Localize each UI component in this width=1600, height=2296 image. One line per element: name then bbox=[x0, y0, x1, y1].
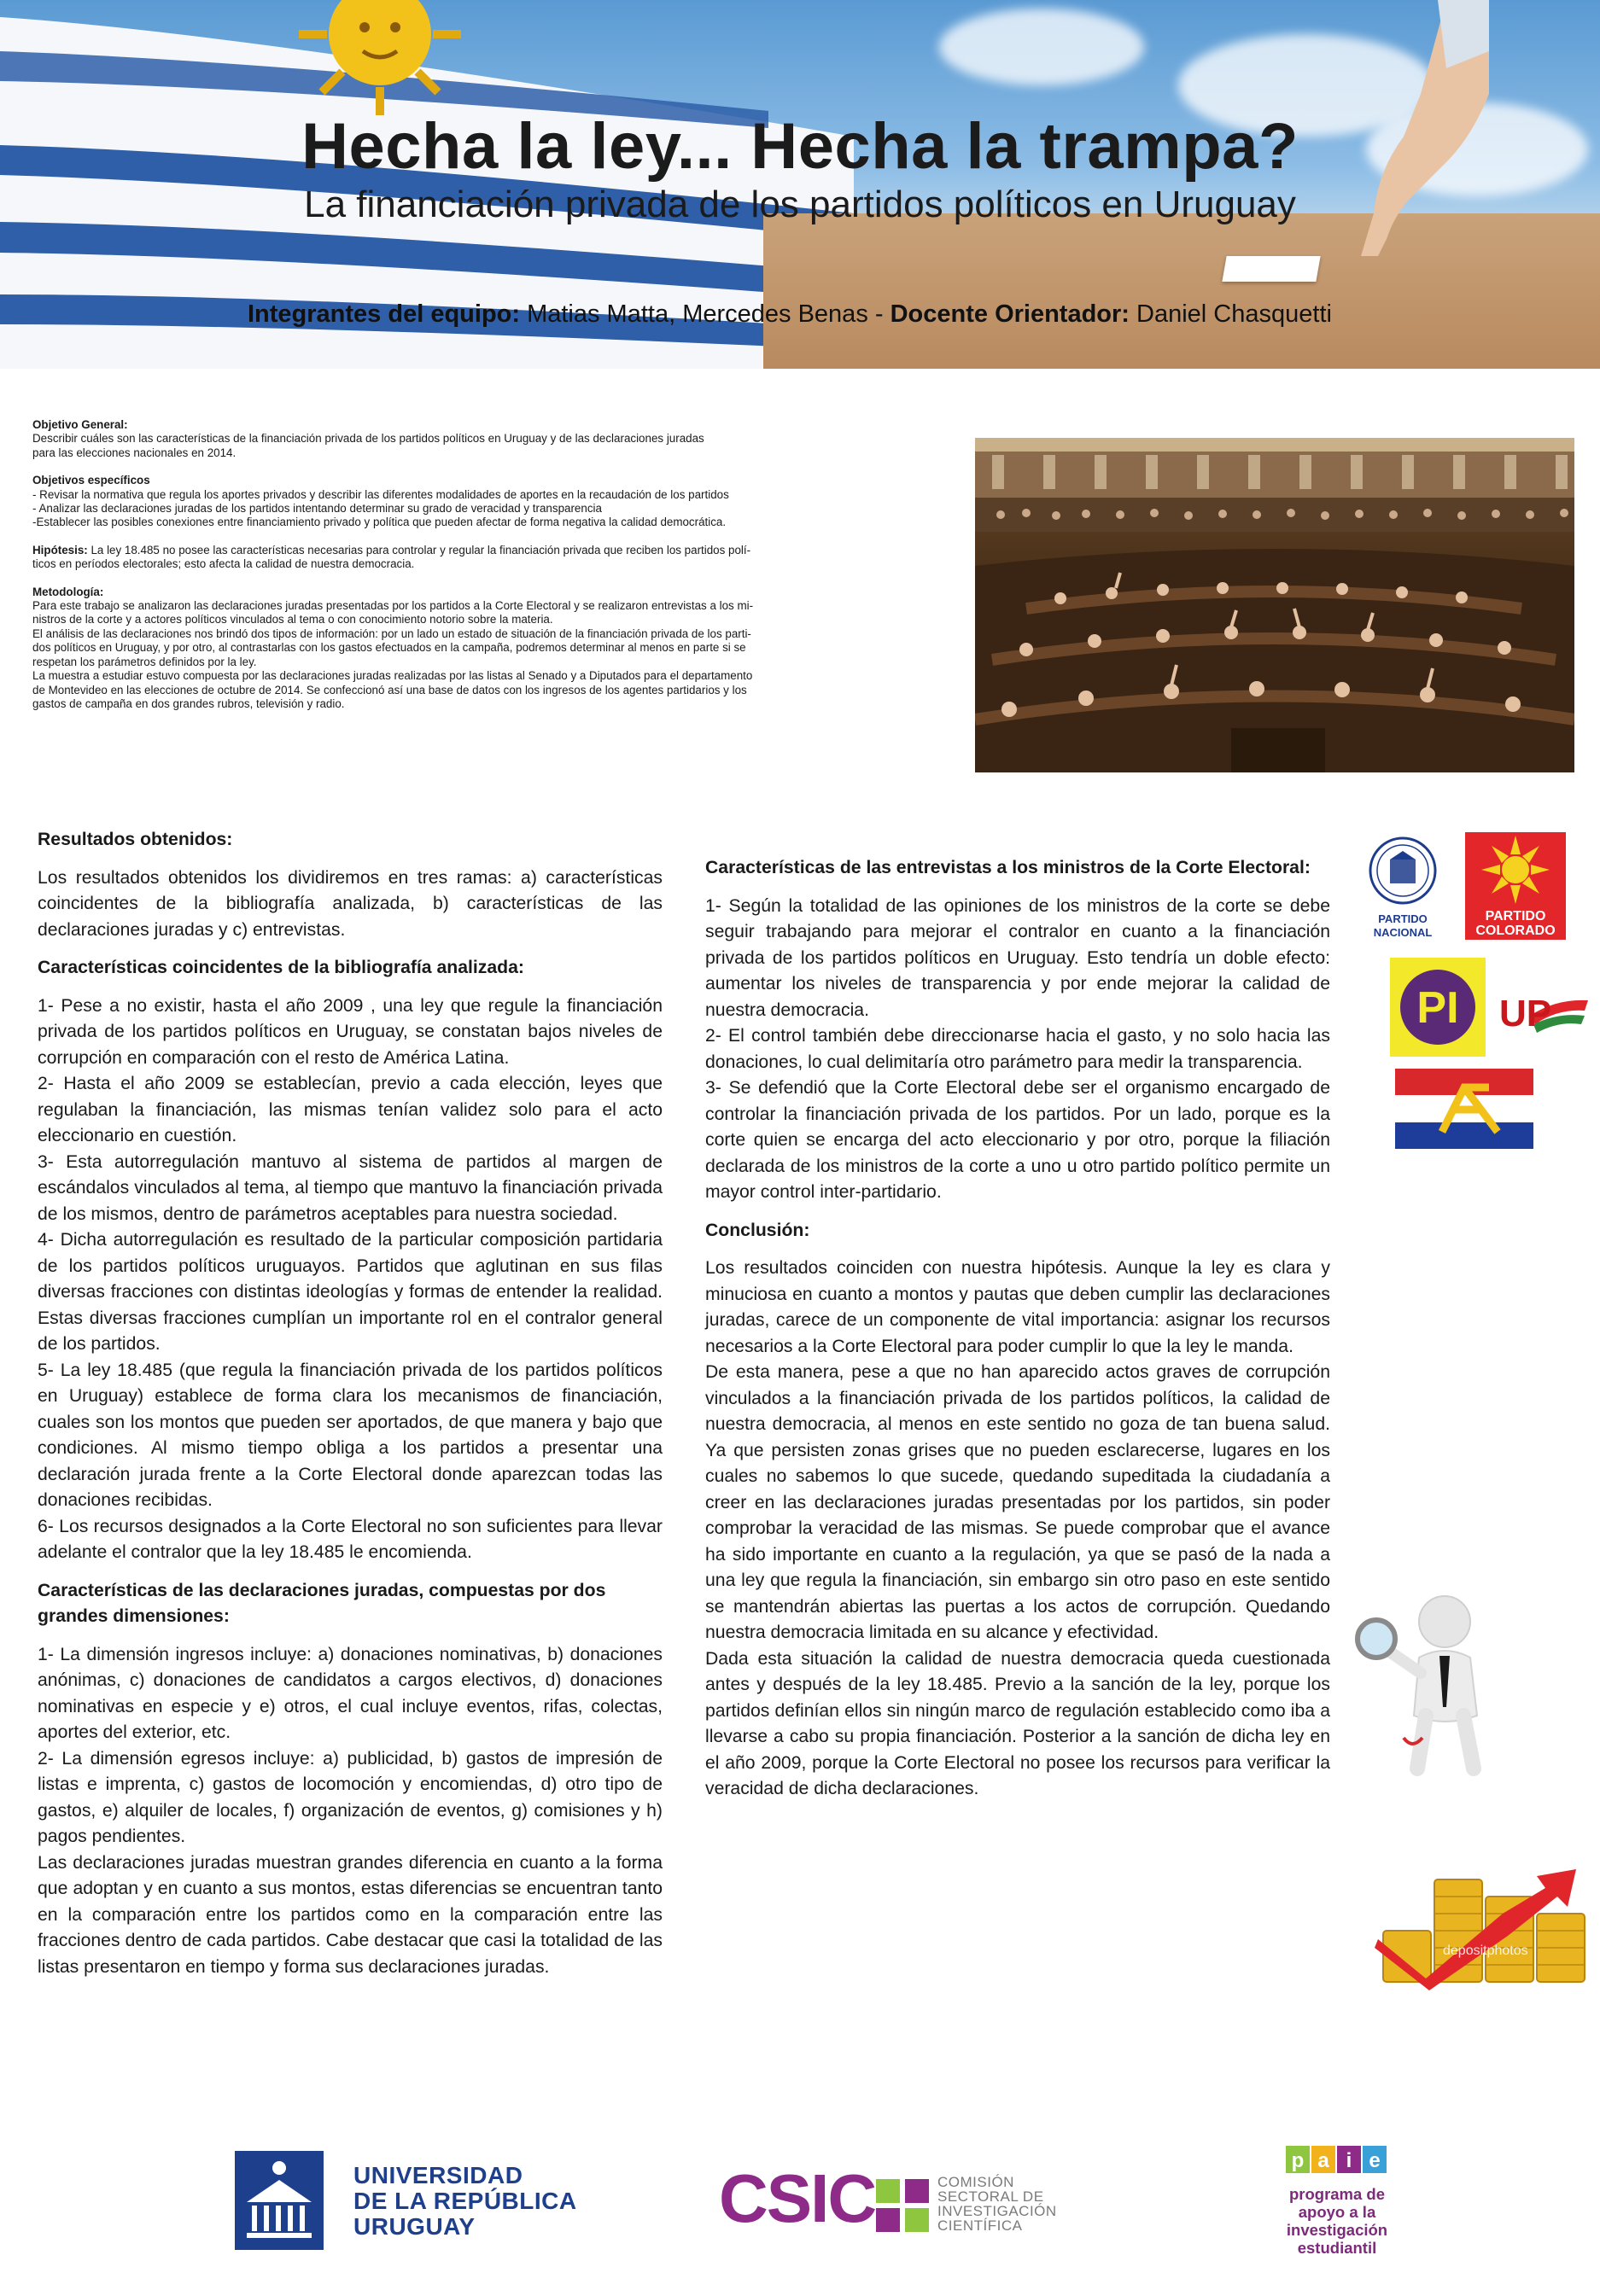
intro-line: dos políticos en Uruguay, y por otro, al contrastarlas con los gastos efectuados en la campaña, podremos determinar al menos en parte si se bbox=[32, 641, 746, 655]
hipotesis-line bbox=[32, 544, 955, 557]
entrevistas-heading: Características de las entrevistas a los ministros de la Corte Electoral: bbox=[705, 858, 1311, 877]
paragraph: Los resultados coinciden con nuestra hipótesis. Aunque la ley es clara y minuciosa en cuanto a montos y pautas que deben cumplir las declaraciones juradas, carece de un componente de vital importancia: asignar los recursos necesarios a la Corte Electoral para poder cumplir lo que la ley le manda. bbox=[705, 1258, 1330, 1356]
paie-letter: p bbox=[1291, 2149, 1305, 2172]
paragraph: Los resultados obtenidos los dividiremos en tres ramas: a) características coincidentes de la bibliografía analizada, b) características de las declaraciones juradas y c) entrevistas. bbox=[38, 867, 663, 940]
pi-text: PI bbox=[1416, 983, 1459, 1033]
paie-name bbox=[1262, 2185, 1412, 2257]
unidad-popular-logo bbox=[1496, 982, 1588, 1041]
objetivo-general-heading: Objetivo General: bbox=[32, 418, 128, 431]
intro-line: - Revisar la normativa que regula los aportes privados y describir las diferentes modalidades de aportes en la recaudación de los partidos bbox=[32, 487, 729, 501]
paie-letter: e bbox=[1369, 2149, 1381, 2172]
conclusion-column bbox=[705, 855, 1330, 1803]
pn-line2: NACIONAL bbox=[1373, 926, 1433, 939]
paie-line: programa de bbox=[1288, 2185, 1386, 2203]
poster-title: Hecha la ley... Hecha la trampa? bbox=[301, 110, 1299, 183]
team-line bbox=[248, 300, 1332, 329]
intro-line: para las elecciones nacionales en 2014. bbox=[32, 446, 236, 459]
team-label: Integrantes del equipo: bbox=[248, 300, 521, 328]
intro-line: La ley 18.485 no posee las características necesarias para controlar y regular la financiación privada que reciben los partidos polí- bbox=[87, 543, 751, 557]
frente-amplio-logo bbox=[1395, 1069, 1533, 1149]
advisor-name: Daniel Chasquetti bbox=[1129, 300, 1332, 328]
paie-line: investigación bbox=[1286, 2221, 1388, 2239]
header-banner bbox=[0, 0, 1600, 369]
intro-line: gastos de campaña en dos grandes rubros, televisión y radio. bbox=[32, 696, 345, 710]
pc-line2: COLORADO bbox=[1475, 924, 1556, 938]
coins-arrow-image bbox=[1375, 1854, 1590, 1994]
intro-line: Para este trabajo se analizaron las declaraciones juradas presentadas por los partidos a la Corte Electoral y se realizaron entrevistas a los mi- bbox=[32, 599, 754, 613]
paragraph: 3- Se defendió que la Corte Electoral debe ser el organismo encargado de controlar la financiación privada de los partidos. Por un lado, porque es la corte quien se encarga del acto eleccionario y por otro, porque la filiación declarada de los ministros de la corte a uno u otro partido político permite un mayor control inter-partidario. bbox=[705, 1078, 1330, 1202]
paie-logo-icon bbox=[1286, 2142, 1388, 2177]
intro-line: - Analizar las declaraciones juradas de los partidos intentando determinar su grado de veracidad y transparencia bbox=[32, 502, 602, 516]
metodologia-heading: Metodología: bbox=[32, 585, 104, 598]
paie-letter: a bbox=[1317, 2149, 1329, 2172]
team-members: Matias Matta, Mercedes Benas - bbox=[520, 300, 891, 328]
ballot-paper bbox=[1222, 256, 1320, 282]
resultados-heading: Resultados obtenidos: bbox=[38, 830, 233, 849]
advisor-label: Docente Orientador: bbox=[890, 300, 1130, 328]
intro-line: ticos en períodos electorales; esto afecta la calidad de nuestra democracia. bbox=[32, 557, 415, 571]
intro-line: de Montevideo en las elecciones de octubre de 2014. Se confeccionó así una base de datos con los ingresos de los agentes partidarios y los bbox=[32, 683, 747, 696]
partido-independiente-logo bbox=[1390, 958, 1486, 1057]
paie-line: estudiantil bbox=[1297, 2239, 1377, 2257]
csic-sub-line: CIENTÍFICA bbox=[937, 2217, 1023, 2234]
udelar-logo-icon bbox=[235, 2151, 324, 2250]
intro-line: respetan los parámetros definidos por la ley. bbox=[32, 655, 257, 668]
udelar-line: DE LA REPÚBLICA bbox=[353, 2188, 577, 2214]
intro-line: nistros de la corte y a actores políticos vinculados al tema o con conocimiento notorio sobre la materia. bbox=[32, 613, 553, 626]
intro-line: La muestra a estudiar estuvo compuesta por las declaraciones juradas realizadas por las listas al Senado y a Diputados para el departamento bbox=[32, 669, 753, 683]
csic-sub-line: SECTORAL DE bbox=[937, 2188, 1044, 2205]
paie-line: apoyo a la bbox=[1298, 2203, 1376, 2221]
paragraph: 6- Los recursos designados a la Corte Electoral no son suficientes para llevar adelante el contralor que la ley 18.485 le encomienda. bbox=[38, 1516, 663, 1562]
paragraph: Dada esta situación la calidad de nuestra democracia queda cuestionada antes y después de la ley 18.485. Previo a la sanción de la ley, porque los partidos definían ellos sin ningún marco de regulación establecido como iba a llevarse a cabo su propia financiación. Posterior a la sanción de dicha ley en el año 2009, porque la Corte Electoral no posee los recursos para verificar la veracidad de dicha declaraciones. bbox=[705, 1648, 1330, 1798]
conclusion-heading: Conclusión: bbox=[705, 1220, 810, 1240]
declaraciones-heading: Características de las declaraciones juradas, compuestas por dos grandes dimensiones: bbox=[38, 1580, 606, 1626]
paragraph: 2- Hasta el año 2009 se establecían, previo a cada elección, leyes que regulaban la financiación, las mismas tenían validez solo para el acto eleccionario en cuestión. bbox=[38, 1074, 663, 1145]
coincidentes-heading: Características coincidentes de la bibliografía analizada: bbox=[38, 958, 524, 977]
partido-colorado-logo bbox=[1465, 832, 1566, 940]
watermark-text: depositphotos bbox=[1443, 1943, 1528, 1958]
paragraph: 5- La ley 18.485 (que regula la financiación privada de los partidos políticos en Uruguay) establece de forma clara los mecanismos de financiación, cuales son los montos que pueden ser aportados, de que manera y bajo que condiciones. Al mismo tiempo obliga a los partidos a presentar una declaración jurada frente a la Corte Electoral donde aparezcan todas las donaciones recibidas. bbox=[38, 1360, 663, 1510]
up-text: UP bbox=[1499, 993, 1552, 1034]
paragraph: 1- Según la totalidad de las opiniones de los ministros de la corte se debe seguir trabajando para mejorar el contralor en cuanto a la financiación privada de los partidos políticos en Uruguay. Esto tendría un doble efecto: aumentar los niveles de transparencia y por ende mejorar la calidad de nuestra democracia. bbox=[705, 895, 1330, 1020]
intro-line: El análisis de las declaraciones nos brindó dos tipos de información: por un lado un estado de situación de la financiación privada de los parti- bbox=[32, 626, 751, 640]
csic-sub-line: INVESTIGACIÓN bbox=[937, 2203, 1057, 2219]
csic-sub-line: COMISIÓN bbox=[937, 2174, 1014, 2190]
csic-logo-icon bbox=[876, 2179, 929, 2232]
csic-subtitle bbox=[937, 2175, 1057, 2233]
partido-nacional-logo bbox=[1364, 832, 1441, 943]
hipotesis-heading: Hipótesis: bbox=[32, 543, 88, 557]
udelar-line: UNIVERSIDAD bbox=[353, 2162, 523, 2188]
magnifier-figure-image bbox=[1344, 1588, 1506, 1784]
paragraph: 2- El control también debe direccionarse hacia el gasto, y no solo hacia las donaciones, lo cual delimitaría otro parámetro para medir la transparencia. bbox=[705, 1026, 1330, 1072]
paragraph: 1- La dimensión ingresos incluye: a) donaciones nominativas, b) donaciones anónimas, c) donaciones de candidatos a cargos electivos, d) donaciones nominativas en especie y e) otros, el cual incluye eventos, rifas, colectas, aportes del exterior, etc. bbox=[38, 1644, 663, 1742]
intro-line: Describir cuáles son las características de la financiación privada de los partidos políticos en Uruguay y de las declaraciones juradas bbox=[32, 432, 704, 446]
poster-subtitle: La financiación privada de los partidos políticos en Uruguay bbox=[304, 184, 1296, 225]
cloud bbox=[939, 9, 1144, 85]
objetivos-especificos-heading: Objetivos específicos bbox=[32, 474, 150, 487]
pn-line1: PARTIDO bbox=[1378, 912, 1428, 925]
csic-wordmark: CSIC bbox=[719, 2160, 876, 2236]
parliament-photo bbox=[975, 438, 1574, 772]
results-column bbox=[38, 827, 663, 1980]
paragraph: Las declaraciones juradas muestran grandes diferencia en cuanto a la forma que adoptan y en cuanto a sus montos, estas diferencias se encuentran tanto en la comparación entre los partidos como en la comparación entre las fracciones dentro de cada partidos. Cabe destacar que casi la totalidad de las listas presentaron en tiempo y forma sus declaraciones juradas. bbox=[38, 1852, 663, 1977]
paragraph: 1- Pese a no existir, hasta el año 2009 , una ley que regule la financiación privada de los partidos políticos en Uruguay, se constatan bajos niveles de corrupción en comparación con el resto de América Latina. bbox=[38, 995, 663, 1068]
intro-section bbox=[32, 418, 955, 711]
paragraph: De esta manera, pese a que no han aparecido actos graves de corrupción vinculados a la financiación privada de los partidos políticos, la calidad de nuestra democracia, al menos en este sentido no goza de tan buena salud. Ya que persisten zonas grises que no pueden esclarecerse, lugares en los cuales no sabemos lo que sucede, quedando supeditada la ciudadanía a creer en las declaraciones juradas presentadas por los partidos, sin poder comprobar la veracidad de las mismas. Se puede comprobar que el avance ha sido importante en cuanto a la regulación, ya que se pasó de la nada a una ley que regula la financiación, sin embargo sin otro paso en este sentido se mantendrán abiertas las puertas a los actos de corrupción. Quedando nuestra democracia limitada en su alcance y efectividad. bbox=[705, 1362, 1330, 1642]
paragraph: 2- La dimensión egresos incluye: a) publicidad, b) gastos de impresión de listas e imprenta, c) gastos de locomoción y encomiendas, d) otro tipo de gastos, e) alquiler de locales, f) organización de eventos, g) comisiones y h) pagos pendientes. bbox=[38, 1748, 663, 1846]
pc-line1: PARTIDO bbox=[1485, 909, 1546, 924]
udelar-line: URUGUAY bbox=[353, 2213, 476, 2240]
paragraph: 4- Dicha autorregulación es resultado de la particular composición partidaria de los partidos políticos uruguayos. Partidos que aglutinan en sus filas diversas fracciones con distintas ideologías y formas de entender la realidad. Estas diversas fracciones cumplían un importante rol en el contralor general de los partidos. bbox=[38, 1230, 663, 1354]
udelar-name bbox=[353, 2163, 577, 2240]
paie-letter: i bbox=[1346, 2149, 1352, 2172]
intro-line: -Establecer las posibles conexiones entre financiamiento privado y política que pueden afectar de forma negativa la calidad democrática. bbox=[32, 516, 727, 529]
paragraph: 3- Esta autorregulación mantuvo al sistema de partidos al margen de escándalos vinculados al tema, al tiempo que mantuvo la financiación privada de los mismos, dentro de parámetros aceptables para nuestra sociedad. bbox=[38, 1151, 663, 1224]
